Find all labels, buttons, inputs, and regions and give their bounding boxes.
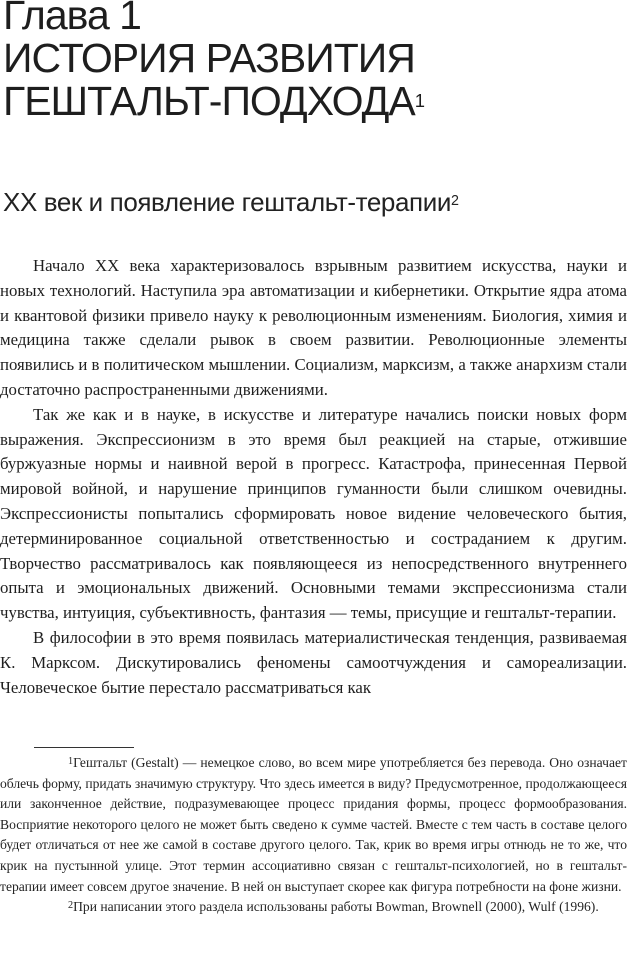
- footnote-2-text: При написании этого раздела использованы работы Bowman, Brownell (2000), Wulf (1996).: [73, 899, 599, 915]
- chapter-label: Глава 1: [3, 0, 141, 38]
- section-title: XX век и появление гештальт-терапии: [3, 187, 451, 217]
- section-footnote-marker: 2: [450, 193, 459, 210]
- footnotes: [0, 753, 627, 918]
- section-heading: [3, 186, 623, 218]
- chapter-footnote-marker: 1: [414, 90, 425, 112]
- chapter-heading: [3, 0, 623, 123]
- chapter-title-line-2-text: ГЕШТАЛЬТ-ПОДХОДА: [3, 78, 415, 124]
- paragraph-1: Начало XX века характеризовалось взрывным развитием искусства, науки и новых технологий. Наступила эра автоматизации и кибернетики. Открытие ядра атома и квантовой физики привело науку к революционным изменениям. Биология, химия и медицина также сделали рывок в своем развитии. Революционные элементы появились и в политическом мышлении. Социализм, марксизм, а также анархизм стали достаточно распространенными движениями.: [0, 256, 627, 399]
- paragraph-2: Так же как и в науке, в искусстве и литературе начались поиски новых форм выражения. Экспрессионизм в это время был реакцией на старые, отжившие буржуазные нормы и наивной верой в прогресс. Катастрофа, принесенная Первой мировой войной, и нарушение принципов гуманности были слишком очевидны. Экспрессионисты попытались сформировать новое видение человеческого бытия, детерминированное социальной ответственностью и состраданием к другим. Творчество рассматривалось как появляющееся из непосредственного внутреннего опыта и эмоциональных движений. Основными темами экспрессионизма стали чувства, интуиция, субъективность, фантазия — темы, присущие и гештальт-терапии.: [0, 404, 627, 623]
- footnote-separator: [34, 747, 134, 748]
- footnote-1-number: 1: [68, 755, 74, 767]
- body-text: [0, 254, 627, 700]
- paragraph-3: В философии в это время появилась материалистическая тенденция, развиваемая К. Марксом. Дискутировались феномены самоотчуждения и самореализации. Человеческое бытие перестало рассматриваться как: [0, 627, 627, 697]
- footnote-1-text: Гештальт (Gestalt) — немецкое слово, во всем мире употребляется без перевода. Оно означает облечь форму, придать значимую структуру. Что здесь имеется в виду? Предусмотренное, продолжающееся или законченное действие, подразумевающее процесс придания формы, процесс формообразования. Восприятие некоторого целого не может быть сведено к сумме частей. Вместе с тем часть в составе целого будет отличаться от нее же самой в составе другого целого. Так, крик во время игры отнюдь не то же, что крик на пустынной улице. Этот термин ассоциативно связан с гештальт-психологией, но в гештальт-терапии имеет совсем другое значение. В ней он выступает скорее как фигура потребности на фоне жизни.: [0, 755, 627, 894]
- footnote-2: [0, 897, 627, 918]
- footnote-1: [0, 753, 627, 897]
- chapter-title-line-1: ИСТОРИЯ РАЗВИТИЯ: [3, 35, 415, 81]
- chapter-title-line-2: [3, 80, 623, 123]
- footnote-2-number: 2: [68, 900, 74, 912]
